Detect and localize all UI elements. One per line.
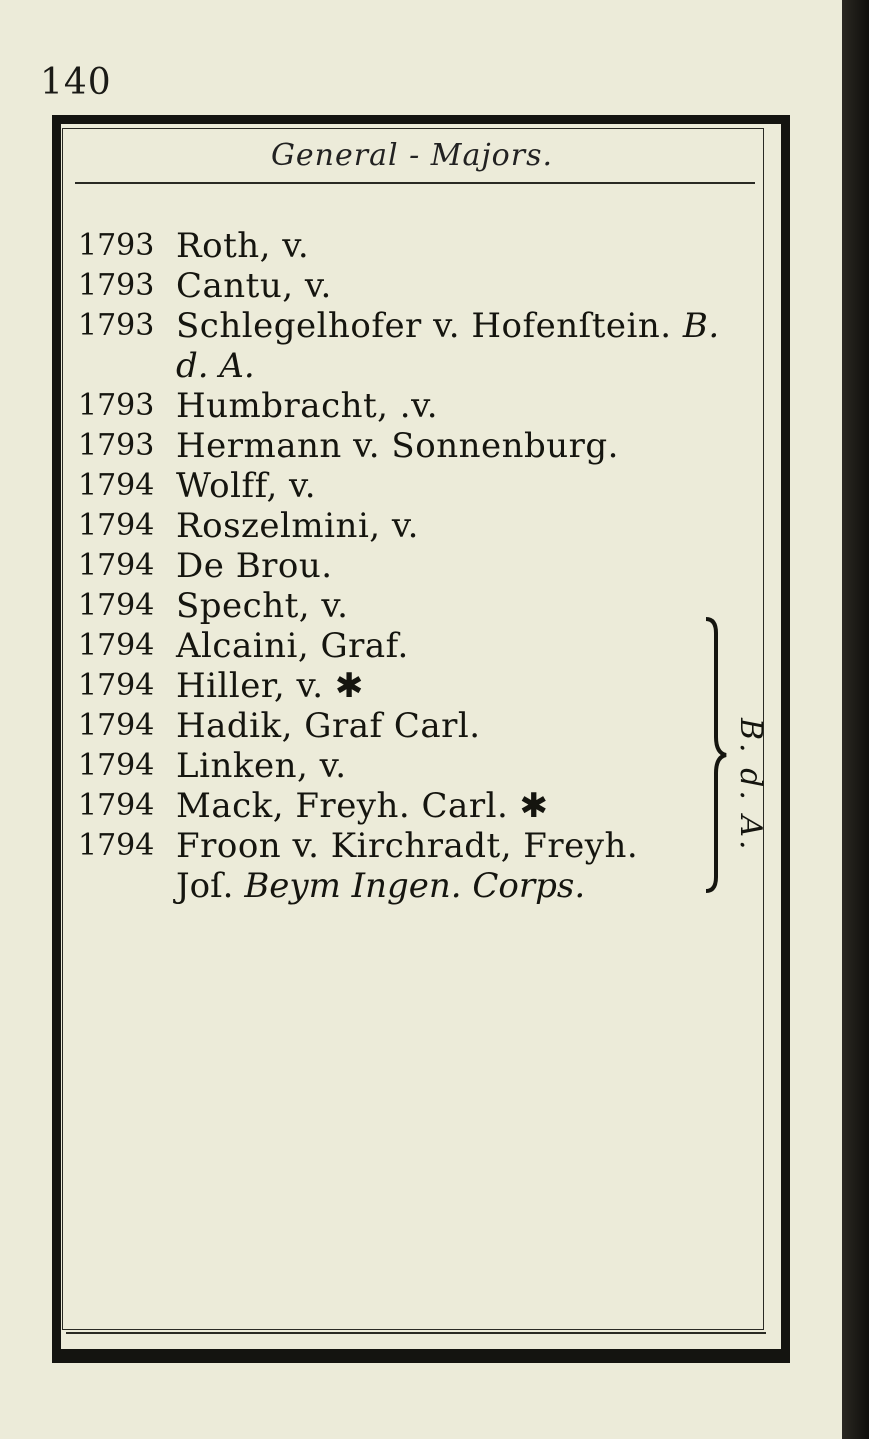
entry-year: 1793 (78, 388, 155, 423)
entry-year: 1794 (78, 828, 155, 863)
entry-year: 1793 (78, 428, 155, 463)
entry-name: De Brou. (176, 546, 333, 586)
list-item (78, 626, 738, 666)
list-item-continuation (78, 866, 738, 906)
entry-name: Wolff, v. (176, 466, 317, 506)
list-item (78, 546, 738, 586)
header-rule (75, 182, 755, 184)
list-item-continuation (78, 346, 738, 386)
entry-name: Schlegelhofer v. Hofenſtein. (176, 306, 672, 346)
entry-year: 1794 (78, 508, 155, 543)
section-title: General - Majors. (270, 138, 554, 173)
list-item (78, 506, 738, 546)
list-item (78, 746, 738, 786)
entry-continuation: d. A. (176, 346, 255, 386)
entry-name: Froon v. Kirchradt, Freyh. (176, 826, 639, 866)
entry-year: 1794 (78, 788, 155, 823)
entry-name: Cantu, v. (176, 266, 332, 306)
list-item (78, 306, 738, 346)
curly-brace-icon (700, 615, 730, 895)
entry-continuation: Joſ. (176, 866, 234, 906)
entry-year: 1794 (78, 708, 155, 743)
bottom-rule (66, 1332, 766, 1334)
entry-name: Alcaini, Graf. (176, 626, 409, 666)
list-item (78, 226, 738, 266)
entry-continuation-wrap (176, 866, 585, 906)
entry-name: Roszelmini, v. (176, 506, 419, 546)
list-item (78, 706, 738, 746)
list-item (78, 666, 738, 706)
book-gutter-shadow (842, 0, 869, 1439)
entry-year: 1793 (78, 308, 155, 343)
entry-year: 1794 (78, 668, 155, 703)
page-number: 140 (40, 62, 112, 103)
list-item (78, 386, 738, 426)
entry-year: 1794 (78, 588, 155, 623)
entry-name: Humbracht, .v. (176, 386, 439, 426)
entry-year: 1794 (78, 548, 155, 583)
entry-name-italic: B. (671, 306, 720, 346)
list-item (78, 586, 738, 626)
entry-year: 1793 (78, 228, 155, 263)
entry-year: 1794 (78, 628, 155, 663)
entry-name: Mack, Freyh. Carl. ✱ (176, 786, 549, 826)
entry-name: Hadik, Graf Carl. (176, 706, 481, 746)
entry-name: Roth, v. (176, 226, 310, 266)
entry-year: 1793 (78, 268, 155, 303)
list-item (78, 786, 738, 826)
entry-name: Hiller, v. ✱ (176, 666, 364, 706)
list-item (78, 426, 738, 466)
entry-name-wrap (176, 306, 720, 346)
entry-name: Hermann v. Sonnenburg. (176, 426, 619, 466)
list-item (78, 466, 738, 506)
entry-name: Linken, v. (176, 746, 347, 786)
list-item (78, 826, 738, 866)
list-item (78, 266, 738, 306)
entry-year: 1794 (78, 748, 155, 783)
entry-name: Specht, v. (176, 586, 349, 626)
entry-continuation-italic: Beym Ingen. Corps. (244, 866, 586, 906)
entry-year: 1794 (78, 468, 155, 503)
bracket-label: B. d. A. (733, 717, 768, 853)
general-majors-list (78, 226, 738, 906)
